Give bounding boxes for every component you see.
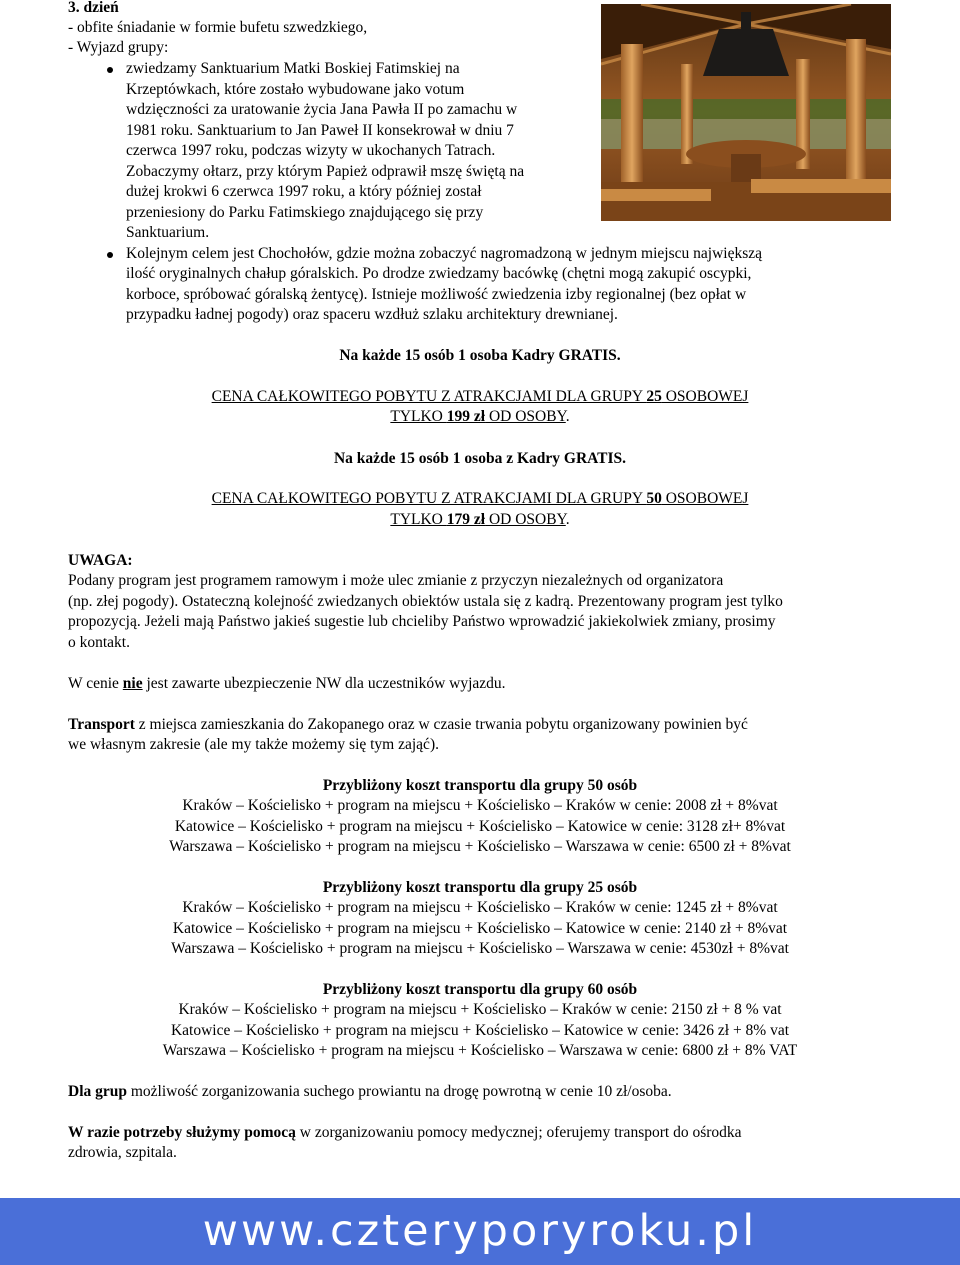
- cost-line: Warszawa – Kościelisko + program na miejscu + Kościelisko – Warszawa w cenie: 4530zł + 8%vat: [171, 940, 789, 957]
- insurance-note: W cenie nie jest zawarte ubezpieczenie NW dla uczestników wyjazdu.: [68, 675, 506, 692]
- uwaga-heading: UWAGA:: [68, 552, 133, 569]
- item1-line: Krzeptówkach, które zostało wybudowane jako votum: [126, 81, 465, 98]
- cost-title: Przybliżony koszt transportu dla grupy 50 osób: [322, 777, 638, 794]
- cost-line: Katowice – Kościelisko + program na miejscu + Kościelisko – Katowice w cenie: 2140 zł + 8%vat: [172, 920, 788, 937]
- cost-line: Warszawa – Kościelisko + program na miejscu + Kościelisko – Warszawa w cenie: 6800 zł + 8% VAT: [162, 1042, 798, 1059]
- intro-line: - Wyjazd grupy:: [68, 39, 169, 56]
- footer-url[interactable]: www.czteryporyroku.pl: [202, 1206, 758, 1256]
- cost-title: Przybliżony koszt transportu dla grupy 25 osób: [322, 879, 638, 896]
- item1-line: zwiedzamy Sanktuarium Matki Boskiej Fatimskiej na: [126, 60, 460, 77]
- cost-line: Kraków – Kościelisko + program na miejscu + Kościelisko – Kraków w cenie: 1245 zł + 8%vat: [182, 899, 778, 916]
- intro-line: - obfite śniadanie w formie bufetu szwedzkiego,: [68, 19, 368, 36]
- uwaga-line: (np. złej pogody). Ostateczną kolejność zwiedzanych obiektów ustala się z kadrą. Prezentowany program jest tylko: [68, 593, 783, 610]
- offer1-price-line2: TYLKO 199 zł OD OSOBY.: [390, 408, 570, 425]
- offer2-price-line1: CENA CAŁKOWITEGO POBYTU Z ATRAKCJAMI DLA GRUPY 50 OSOBOWEJ: [211, 490, 749, 507]
- wooden-gazebo-photo: [601, 4, 891, 221]
- item1-line: dużej krokwi 6 czerwca 1997 roku, a który później został: [126, 183, 482, 200]
- medical-note-line2: zdrowia, szpitala.: [68, 1144, 177, 1161]
- item1-line: Sanktuarium.: [126, 224, 210, 241]
- cost-line: Kraków – Kościelisko + program na miejscu + Kościelisko – Kraków w cenie: 2008 zł + 8%vat: [182, 797, 778, 814]
- item1-line: czerwca 1997 roku, podczas wizyty w ukochanych Tatrach.: [126, 142, 496, 159]
- cost-line: Kraków – Kościelisko + program na miejscu + Kościelisko – Kraków w cenie: 2150 zł + 8 % vat: [178, 1001, 782, 1018]
- offer2-price-line2: TYLKO 179 zł OD OSOBY.: [390, 511, 570, 528]
- item2-line: przypadku ładnej pogody) oraz spaceru wzdłuż szlaku architektury drewnianej.: [126, 306, 618, 323]
- item1-line: przeniesiony do Parku Fatimskiego znajdującego się przy: [126, 204, 484, 221]
- offer1-price-line1: CENA CAŁKOWITEGO POBYTU Z ATRAKCJAMI DLA GRUPY 25 OSOBOWEJ: [211, 388, 749, 405]
- transport-note: Transport z miejsca zamieszkania do Zakopanego oraz w czasie trwania pobytu organizowany powinien być: [68, 716, 748, 733]
- cost-line: Katowice – Kościelisko + program na miejscu + Kościelisko – Katowice w cenie: 3426 zł + 8% vat: [170, 1022, 790, 1039]
- cost-title: Przybliżony koszt transportu dla grupy 60 osób: [322, 981, 638, 998]
- offer2-gratis: Na każde 15 osób 1 osoba z Kadry GRATIS.: [333, 450, 627, 467]
- uwaga-line: o kontakt.: [68, 634, 130, 651]
- item2-line: Kolejnym celem jest Chochołów, gdzie można zobaczyć nagromadzoną w jednym miejscu największą: [126, 245, 762, 262]
- offer1-gratis: Na każde 15 osób 1 osoba Kadry GRATIS.: [339, 347, 621, 364]
- item1-line: Zobaczymy ołtarz, przy którym Papież odprawił mszę świętą na: [126, 163, 525, 180]
- cost-line: Katowice – Kościelisko + program na miejscu + Kościelisko – Katowice w cenie: 3128 zł+ 8%vat: [174, 818, 786, 835]
- item2-line: ilość oryginalnych chałup góralskich. Po drodze zwiedzamy bacówkę (chętni mogą zakupić oscypki,: [126, 265, 752, 282]
- medical-note: W razie potrzeby służymy pomocą w zorganizowaniu pomocy medycznej; oferujemy transport do ośrodka: [68, 1124, 742, 1141]
- bullet-icon: [107, 67, 113, 73]
- bullet-icon: [107, 252, 113, 258]
- provisions-note: Dla grup możliwość zorganizowania suchego prowiantu na drogę powrotną w cenie 10 zł/osoba.: [68, 1083, 672, 1100]
- uwaga-line: Podany program jest programem ramowym i może ulec zmianie z przyczyn niezależnych od organizatora: [68, 572, 724, 589]
- item1-line: 1981 roku. Sanktuarium to Jan Paweł II konsekrował w dniu 7: [126, 122, 514, 139]
- cost-line: Warszawa – Kościelisko + program na miejscu + Kościelisko – Warszawa w cenie: 6500 zł + 8%vat: [169, 838, 791, 855]
- item1-line: wdzięczności za uratowanie życia Jana Pawła II po zamachu w: [126, 101, 518, 118]
- item2-line: korboce, spróbować góralską żentycę). Istnieje możliwość zwiedzenia izby regionalnej (bez opłat w: [126, 286, 747, 303]
- transport-note-line2: we własnym zakresie (ale my także możemy się tym zająć).: [68, 736, 439, 753]
- day-heading: 3. dzień: [68, 0, 119, 16]
- uwaga-line: propozycją. Jeżeli mają Państwo jakieś sugestie lub chcieliby Państwo wprowadzić jakiekolwiek zmiany, prosimy: [68, 613, 776, 630]
